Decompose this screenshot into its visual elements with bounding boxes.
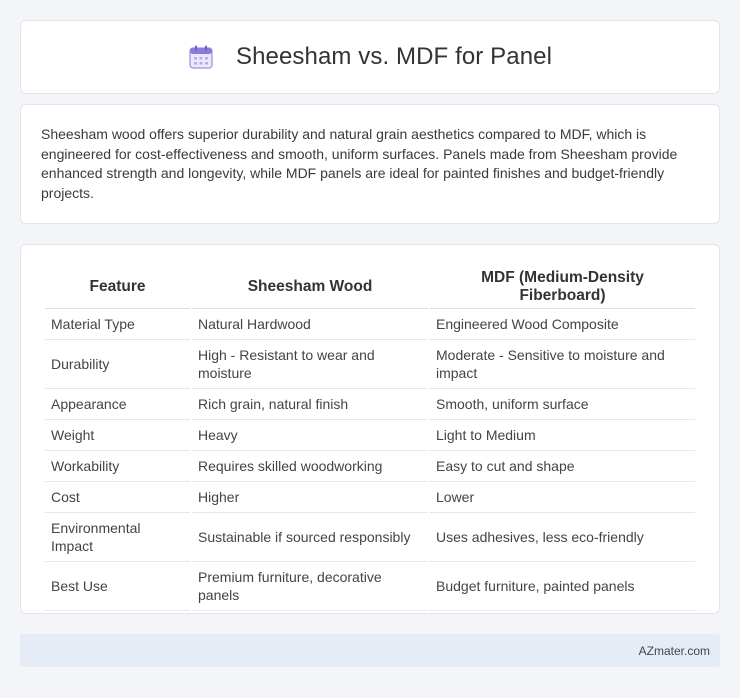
- column-header: Feature: [45, 265, 190, 309]
- table-cell: Appearance: [45, 389, 190, 420]
- table-cell: Cost: [45, 482, 190, 513]
- table-cell: Heavy: [192, 420, 428, 451]
- table-cell: High - Resistant to wear and moisture: [192, 340, 428, 389]
- table-cell: Material Type: [45, 309, 190, 340]
- table-cell: Premium furniture, decorative panels: [192, 562, 428, 611]
- table-row: [45, 562, 695, 611]
- table-cell: Natural Hardwood: [192, 309, 428, 340]
- column-header: MDF (Medium-Density Fiberboard): [430, 265, 695, 309]
- table-cell: Budget furniture, painted panels: [430, 562, 695, 611]
- table-cell: Workability: [45, 451, 190, 482]
- intro-card: [20, 104, 720, 224]
- comparison-table: [43, 265, 697, 611]
- table-cell: Lower: [430, 482, 695, 513]
- table-cell: Smooth, uniform surface: [430, 389, 695, 420]
- table-cell: Best Use: [45, 562, 190, 611]
- table-header-row: [45, 265, 695, 309]
- table-row: [45, 451, 695, 482]
- table-row: [45, 482, 695, 513]
- table-cell: Sustainable if sourced responsibly: [192, 513, 428, 562]
- column-header: Sheesham Wood: [192, 265, 428, 309]
- table-cell: Moderate - Sensitive to moisture and impact: [430, 340, 695, 389]
- footer-site-name: AZmater.com: [638, 643, 710, 658]
- table-row: [45, 420, 695, 451]
- table-cell: Rich grain, natural finish: [192, 389, 428, 420]
- table-cell: Uses adhesives, less eco-friendly: [430, 513, 695, 562]
- table-row: [45, 340, 695, 389]
- title-card: [20, 20, 720, 94]
- page-title: Sheesham vs. MDF for Panel: [235, 43, 553, 70]
- table-cell: Engineered Wood Composite: [430, 309, 695, 340]
- table-cell: Easy to cut and shape: [430, 451, 695, 482]
- table-cell: Environmental Impact: [45, 513, 190, 562]
- table-row: [45, 389, 695, 420]
- table-cell: Requires skilled woodworking: [192, 451, 428, 482]
- table-cell: Higher: [192, 482, 428, 513]
- comparison-table-card: [20, 244, 720, 614]
- table-cell: Durability: [45, 340, 190, 389]
- table-cell: Light to Medium: [430, 420, 695, 451]
- table-cell: Weight: [45, 420, 190, 451]
- footer: [20, 634, 720, 667]
- table-row: [45, 513, 695, 562]
- table-row: [45, 309, 695, 340]
- calendar-icon: [188, 44, 214, 70]
- intro-text: Sheesham wood offers superior durability and natural grain aesthetics compared to MDF, which is engineered for cost-effectiveness and smooth, uniform surfaces. Panels made from Sheesham provide enhanced strength and longevity, while MDF panels are ideal for painted finishes and budget-friendly projects.: [41, 126, 678, 201]
